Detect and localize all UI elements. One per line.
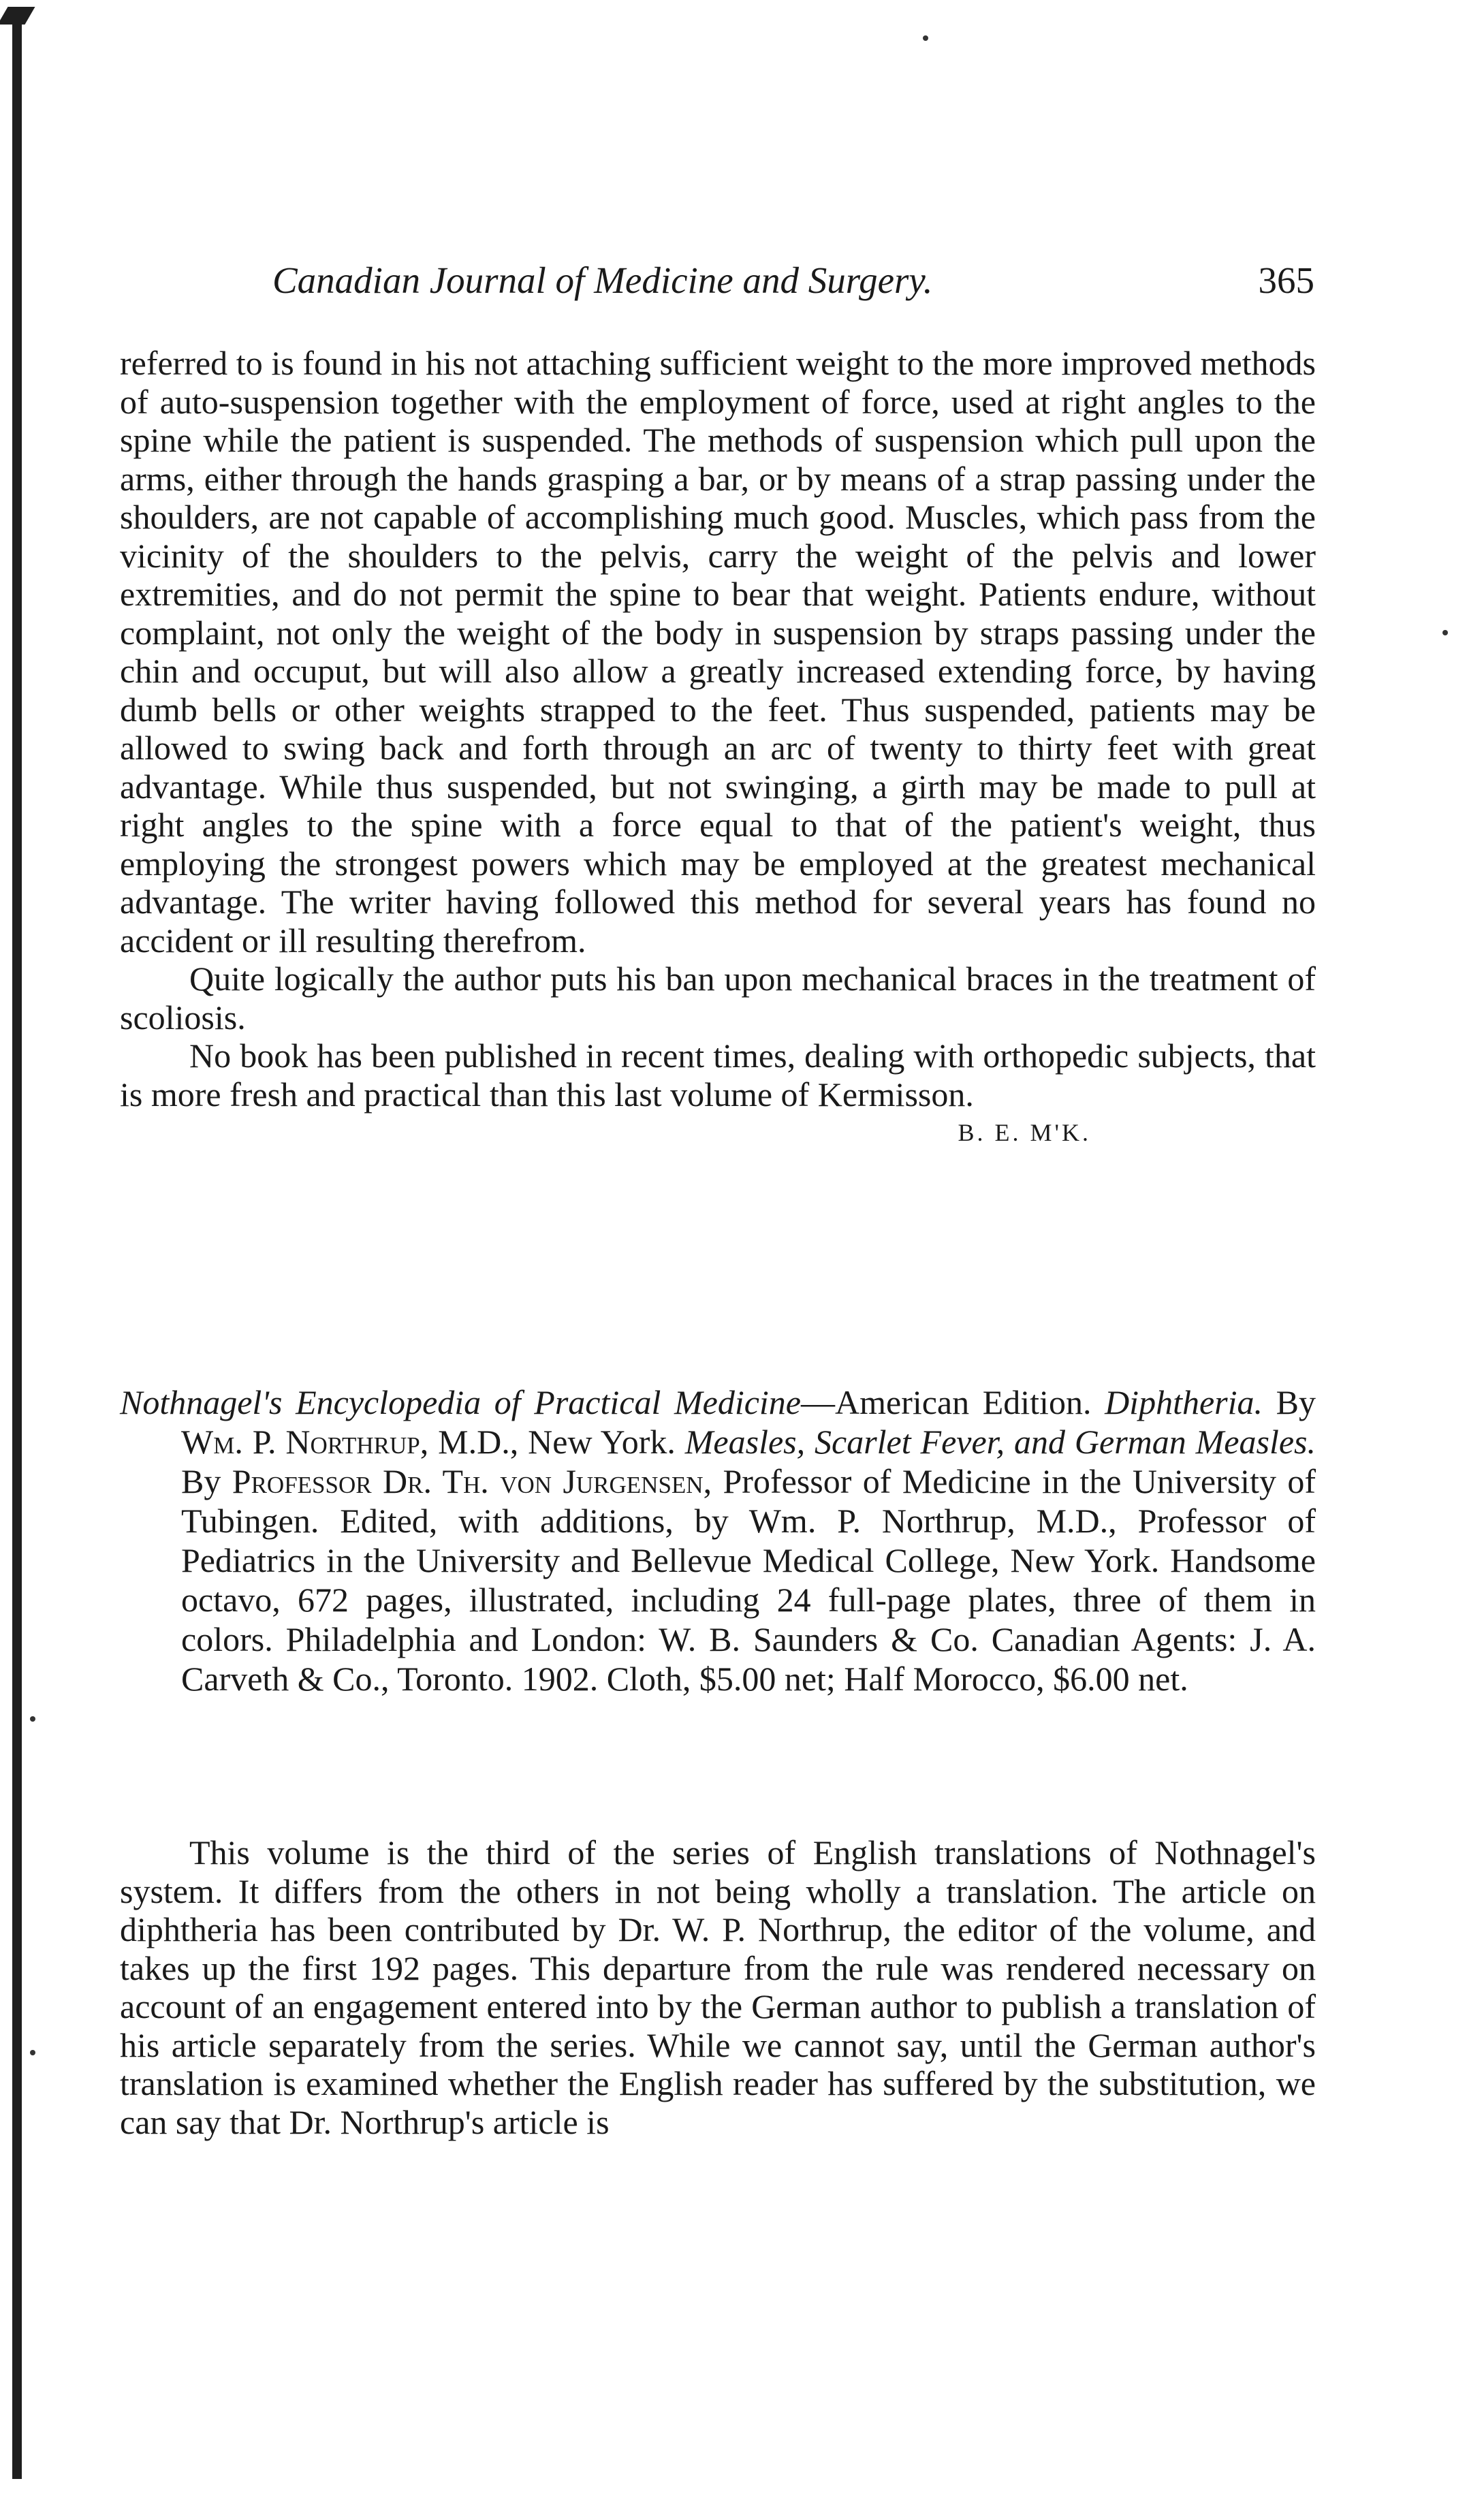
page-gutter-rule xyxy=(12,20,22,2479)
running-header xyxy=(272,259,1314,306)
review-one xyxy=(120,344,1316,1152)
book-edition: —American Edition. xyxy=(801,1383,1092,1421)
speck xyxy=(1442,630,1448,635)
citation-details: , Professor of Medicine in the University of Tubingen. Edited, with additions, by Wm. P. Northrup, M.D., Professor of Pediatrics in the University and Bellevue Medical College, New York. Handsome octavo, 672 pages, illustrated, including 24 full-page plates, three of them in colors. Philadelphia and London: W. B. Saunders & Co. Canadian Agents: J. A. Carveth & Co., Toronto. 1902. Cloth, $5.00 net; Half Morocco, $6.00 net. xyxy=(181,1462,1316,1698)
review-one-paragraph-2: Quite logically the author puts his ban upon mechanical braces in the treatment of scoliosis. xyxy=(120,960,1316,1037)
running-title: Canadian Journal of Medicine and Surgery. xyxy=(272,259,933,301)
review-one-paragraph-3 xyxy=(120,1037,1316,1146)
speck xyxy=(923,35,928,41)
review-two-paragraph-1: This volume is the third of the series of English translations of Nothnagel's system. It differs from the others in not being wholly a translation. The article on diphtheria has been contributed by Dr. W. P. Northrup, the editor of the volume, and takes up the first 192 pages. This departure from the rule was rendered necessary on account of an engagement entered into by the German author to publish a translation of his article separately from the series. While we cannot say, until the German author's translation is examined whether the English reader has suffered by the substitution, we can say that Dr. Northrup's article is xyxy=(120,1833,1316,2141)
speck xyxy=(30,1716,35,1722)
part-one-author: Wm. P. Northrup xyxy=(181,1423,420,1461)
book-citation xyxy=(120,1383,1316,1699)
part-one-author-suffix: , M.D., New York. xyxy=(420,1423,676,1461)
part-one-by: By xyxy=(1276,1383,1316,1421)
page-number: 365 xyxy=(1258,259,1314,301)
review-two xyxy=(120,1833,1316,2141)
review-one-paragraph-1: referred to is found in his not attaching sufficient weight to the more improved methods of auto-suspension together with the employment of force, used at right angles to the spine while the patient is suspended. The methods of suspension which pull upon the arms, either through the hands grasping a bar, or by means of a strap passing under the shoulders, are not capable of accomplishing much good. Muscles, which pass from the vicinity of the shoulders to the pelvis, carry the weight of the pelvis and lower extremities, and do not permit the spine to bear that weight. Patients endure, without complaint, not only the weight of the body in suspension by straps passing under the chin and occuput, but will also allow a greatly increased extending force, by having dumb bells or other weights strapped to the feet. Thus suspended, patients may be allowed to swing back and forth through an arc of twenty to thirty feet with great advantage. While thus suspended, but not swinging, a girth may be made to pull at right angles to the spine with a force equal to that of the patient's weight, thus employing the strongest powers which may be employed at the greatest mechanical advantage. The writer having followed this method for several years has found no accident or ill resulting therefrom. xyxy=(120,344,1316,960)
page-gutter-rule-cap xyxy=(0,7,35,25)
part-two-title: Measles, Scarlet Fever, and German Measles. xyxy=(684,1423,1316,1461)
part-one-title: Diphtheria. xyxy=(1105,1383,1263,1421)
reviewer-initials: B. E. M'K. xyxy=(958,1119,1091,1146)
speck xyxy=(30,2050,35,2055)
review-one-paragraph-3-text: No book has been published in recent times, dealing with orthopedic subjects, that is more fresh and practical than this last volume of Kermisson. xyxy=(120,1037,1316,1113)
part-two-author: Professor Dr. Th. von Jurgensen xyxy=(232,1462,704,1500)
part-two-by: By xyxy=(181,1462,221,1500)
book-title: Nothnagel's Encyclopedia of Practical Medicine xyxy=(120,1383,801,1421)
